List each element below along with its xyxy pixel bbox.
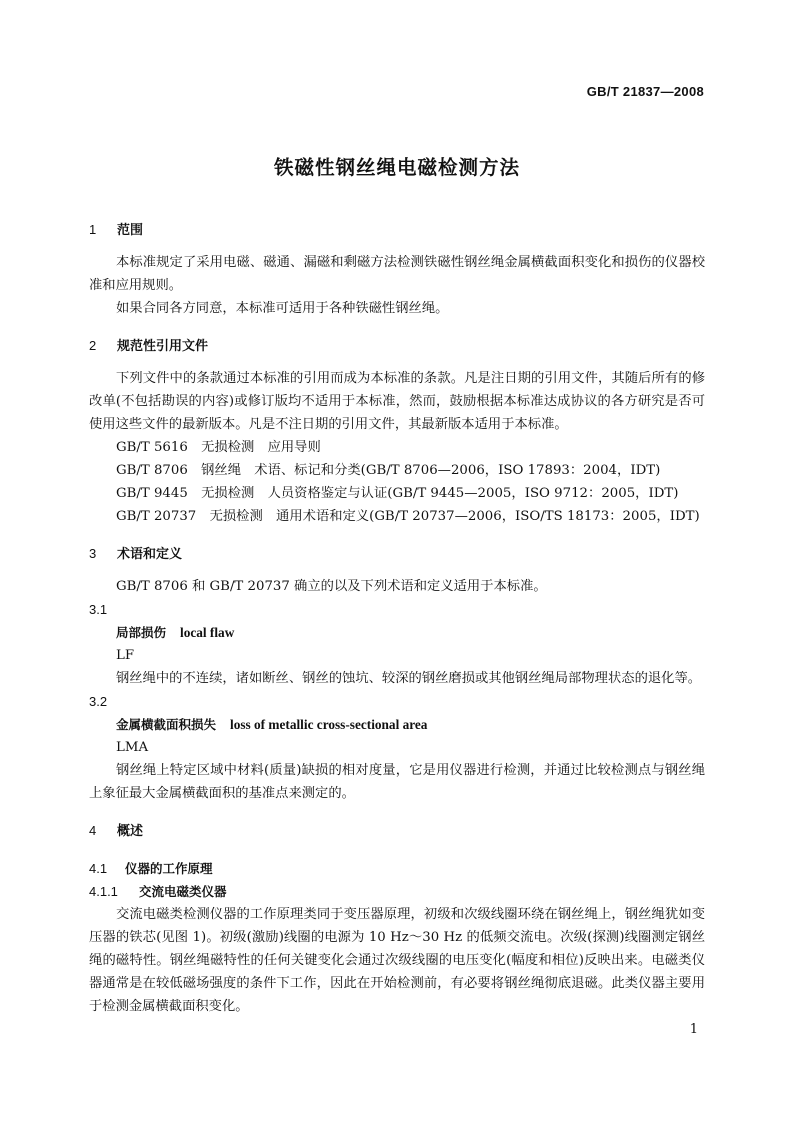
- term-3-2-abbreviation: LMA: [116, 740, 149, 755]
- section-2-number: 2: [89, 338, 97, 353]
- section-4-1-1-title: 交流电磁类仪器: [139, 884, 227, 899]
- section-1-heading: [89, 218, 705, 242]
- section-3-number: 3: [89, 546, 97, 561]
- term-3-2-zh: 金属横截面积损失: [116, 717, 217, 732]
- section-4-number: 4: [89, 823, 97, 838]
- section-3-title: 术语和定义: [117, 547, 183, 562]
- section-2-heading: [89, 334, 705, 358]
- section-4-title: 概述: [117, 824, 144, 839]
- term-3-1-abbreviation: LF: [116, 648, 135, 663]
- section-4-1-number: 4.1: [89, 861, 108, 876]
- page-number: 1: [689, 1022, 698, 1037]
- term-3-1-en: local flaw: [180, 625, 235, 640]
- section-4-heading: [89, 819, 705, 843]
- reference-item: GB/T 20737 无损检测 通用术语和定义(GB/T 20737—2006，ISO/TS 18173：2005，IDT): [116, 509, 700, 524]
- term-3-1-zh: 局部损伤: [116, 625, 167, 640]
- section-1-paragraph-1: 本标准规定了采用电磁、磁通、漏磁和剩磁方法检测铁磁性钢丝绳金属横截面积变化和损伤的仪器校准和应用规则。: [89, 255, 705, 293]
- section-1-paragraph-2: 如果合同各方同意，本标准可适用于各种铁磁性钢丝绳。: [116, 301, 449, 316]
- reference-item: GB/T 9445 无损检测 人员资格鉴定与认证(GB/T 9445—2005，ISO 9712：2005，IDT): [116, 486, 679, 501]
- term-3-2-en: loss of metallic cross-sectional area: [230, 717, 428, 732]
- section-4-1-heading: [89, 857, 705, 880]
- term-3-1-definition: 钢丝绳中的不连续，诸如断丝、钢丝的蚀坑、较深的钢丝磨损或其他钢丝绳局部物理状态的退化等。: [116, 671, 702, 686]
- term-3-1-heading: [89, 621, 705, 644]
- term-3-2-definition: 钢丝绳上特定区域中材料(质量)缺损的相对度量，它是用仪器进行检测，并通过比较检测点与钢丝绳上象征最大金属横截面积的基准点来测定的。: [89, 763, 705, 801]
- term-3-2-heading: [89, 713, 705, 736]
- section-2-paragraph-1: 下列文件中的条款通过本标准的引用而成为本标准的条款。凡是注日期的引用文件，其随后所有的修改单(不包括勘误的内容)或修订版均不适用于本标准，然而，鼓励根据本标准达成协议的各方研究是否可使用这些文件的最新版本。凡是不注日期的引用文件，其最新版本适用于本标准。: [89, 371, 705, 432]
- section-4-1-title: 仪器的工作原理: [125, 861, 213, 876]
- section-1-number: 1: [89, 222, 97, 237]
- standard-number: GB/T 21837—2008: [586, 84, 704, 99]
- section-2-title: 规范性引用文件: [117, 339, 209, 354]
- section-1-title: 范围: [117, 223, 144, 238]
- section-4-1-1-number: 4.1.1: [89, 884, 118, 899]
- term-3-1-number: 3.1: [89, 602, 108, 617]
- reference-item: GB/T 8706 钢丝绳 术语、标记和分类(GB/T 8706—2006，ISO 17893：2004，IDT): [116, 463, 661, 478]
- reference-item: GB/T 5616 无损检测 应用导则: [116, 440, 321, 455]
- document-body: [89, 218, 705, 1018]
- section-4-1-1-paragraph: 交流电磁类检测仪器的工作原理类同于变压器原理，初级和次级线圈环绕在钢丝绳上，钢丝绳犹如变压器的铁芯(见图 1)。初级(激励)线圈的电源为 10 Hz～30 Hz 的低频交流电。次级(探测)线圈测定钢丝绳的磁特性。钢丝绳磁特性的任何关键变化会通过次级线圈的电压变化(幅度和相位)反映出来。电磁类仪器通常是在较低磁场强度的条件下工作，因此在开始检测前，有必要将钢丝绳彻底退磁。此类仪器主要用于检测金属横截面积变化。: [89, 907, 705, 1014]
- term-3-2-number: 3.2: [89, 694, 108, 709]
- section-3-heading: [89, 542, 705, 566]
- document-title: 铁磁性钢丝绳电磁检测方法: [273, 156, 520, 179]
- section-4-1-1-heading: [89, 880, 705, 903]
- section-3-paragraph-1: GB/T 8706 和 GB/T 20737 确立的以及下列术语和定义适用于本标准。: [116, 579, 547, 594]
